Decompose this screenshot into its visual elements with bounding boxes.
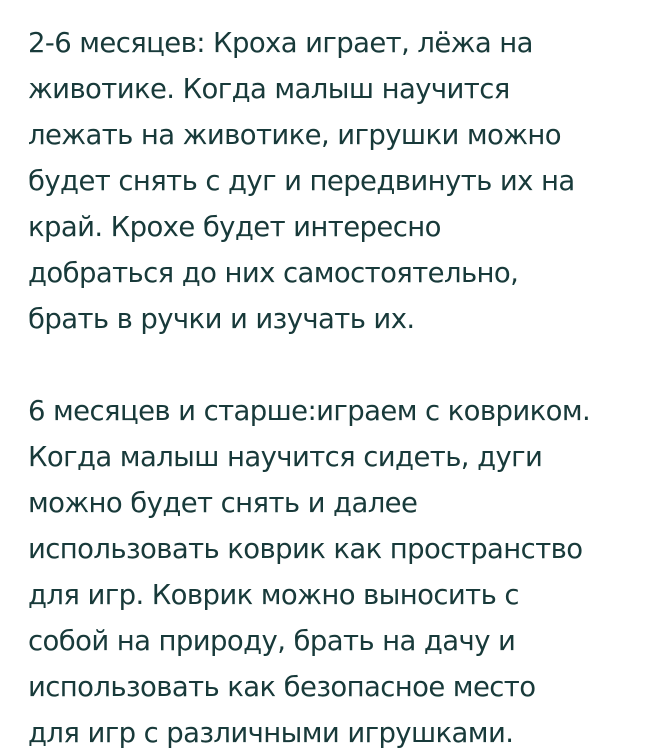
text-line: брать в ручки и изучать их. xyxy=(28,303,415,335)
text-line: для игр с различными игрушками. xyxy=(28,717,514,749)
text-line: для игр. Коврик можно выносить с xyxy=(28,579,519,611)
text-line: 2-6 месяцев: Кроха играет, лёжа на xyxy=(28,27,533,59)
paragraph-2-6-months xyxy=(28,20,648,342)
paragraph-6-months-plus xyxy=(28,388,648,756)
text-line: Когда малыш научится сидеть, дуги xyxy=(28,441,543,473)
text-line: будет снять с дуг и передвинуть их на xyxy=(28,165,575,197)
document-body xyxy=(28,20,648,756)
text-line: добраться до них самостоятельно, xyxy=(28,257,519,289)
text-line: использовать коврик как пространство xyxy=(28,533,583,565)
text-line: край. Крохе будет интересно xyxy=(28,211,441,243)
text-line: использовать как безопасное место xyxy=(28,671,536,703)
text-line: можно будет снять и далее xyxy=(28,487,418,519)
text-line: лежать на животике, игрушки можно xyxy=(28,119,562,151)
text-line: 6 месяцев и старше:играем с ковриком. xyxy=(28,395,591,427)
text-line: собой на природу, брать на дачу и xyxy=(28,625,516,657)
text-line: животике. Когда малыш научится xyxy=(28,73,510,105)
paragraph-spacer xyxy=(28,342,648,388)
